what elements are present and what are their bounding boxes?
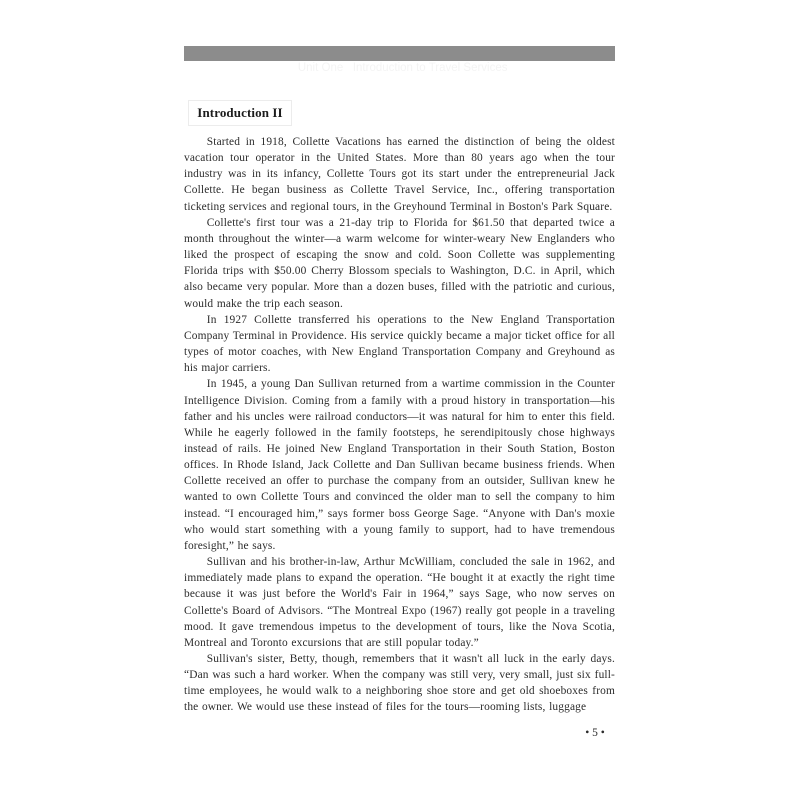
body-text bbox=[184, 134, 615, 716]
paragraph-6: Sullivan's sister, Betty, though, remembers that it wasn't all luck in the early days. “Dan was such a hard worker. When the company was still very, very small, just six full-time employees, he would walk to a neighboring shoe store and get old shoeboxes from the owner. We would use these instead of files for the tours—rooming lists, luggage bbox=[184, 653, 615, 714]
paragraph-1: Started in 1918, Collette Vacations has earned the distinction of being the oldest vacation tour operator in the United States. More than 80 years ago when the tour industry was in its infancy, Collette Tours got its start under the entrepreneurial Jack Collette. He began business as Collette Travel Service, Inc., offering transportation ticketing services and regional tours, in the Greyhound Terminal in Boston's Park Square. bbox=[184, 136, 615, 213]
paragraph-5: Sullivan and his brother-in-law, Arthur McWilliam, concluded the sale in 1962, and immediately made plans to expand the operation. “He bought it at exactly the right time because it was just before the World's Fair in 1964,” says Sage, who now serves on Collette's Board of Advisors. “The Montreal Expo (1967) really got people in a traveling mood. It gave tremendous impetus to the development of tours, like the Nova Scotia, Montreal and Toronto excursions that are still popular today.” bbox=[184, 556, 615, 649]
paragraph-3: In 1927 Collette transferred his operations to the New England Transportation Company Terminal in Providence. His service quickly became a major ticket office for all types of motor coaches, with New England Transportation Company and Greyhound as his major carriers. bbox=[184, 313, 615, 375]
running-header bbox=[184, 46, 615, 74]
paragraph-4: In 1945, a young Dan Sullivan returned from a wartime commission in the Counter Intelligence Division. Coming from a family with a proud history in transportation—his father and his uncles were railroad conductors—it was natural for him to enter this field. While he eagerly followed in the family footsteps, he serendipitously chose highways instead of rails. He joined New England Transportation in their South Station, Boston offices. In Rhode Island, Jack Collette and Dan Sullivan became business friends. When Collette received an offer to purchase the company from an outsider, Sullivan knew he wanted to own Collette Tours and convinced the older man to sell the company to him instead. “I encouraged him,” says former boss George Sage. “Anyone with Dan's moxie who would start something with a young family to support, had to have tremendous foresight,” he says. bbox=[184, 378, 615, 552]
section-title: Introduction II bbox=[197, 105, 283, 120]
page-number: • 5 • bbox=[585, 727, 605, 739]
paragraph-2: Collette's first tour was a 21-day trip to Florida for $61.50 that departed twice a month throughout the winter—a warm welcome for winter-weary New Englanders who liked the prospect of escaping the snow and cold. Soon Collette was supplementing Florida trips with $50.00 Cherry Blossom specials to Washington, D.C. in April, which also became very popular. More than a dozen buses, filled with the patriotic and curious, would make the trip each season. bbox=[184, 216, 615, 310]
running-header-title: Unit One Introduction to Travel Services bbox=[297, 62, 508, 74]
section-title-box bbox=[188, 100, 292, 126]
